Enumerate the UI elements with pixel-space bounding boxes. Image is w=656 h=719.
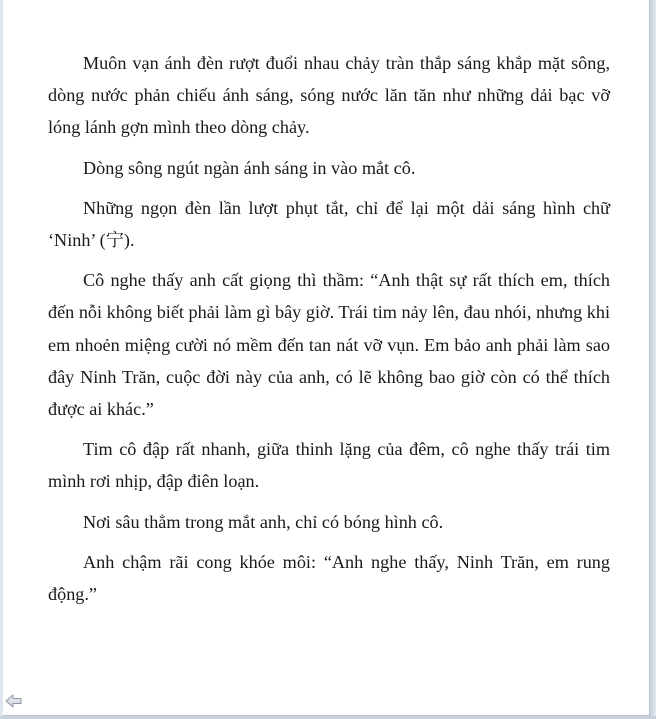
paragraph: Anh chậm rãi cong khóe môi: “Anh nghe thấy, Ninh Trăn, em rung động.” [48, 551, 610, 605]
document-page [3, 0, 650, 716]
paragraph: Cô nghe thấy anh cất giọng thì thầm: “Anh thật sự rất thích em, thích đến nỗi không biết phải làm gì bây giờ. Trái tim nảy lên, đau nhói, nhưng khi em nhoẻn miệng cười nó mềm đến tan nát vỡ vụn. Em bảo anh phải làm sao đây Ninh Trăn, cuộc đời này của anh, có lẽ không bao giờ còn có thể thích được ai khác.” [48, 270, 610, 420]
document-body [48, 47, 610, 618]
paragraph: Tim cô đập rất nhanh, giữa thinh lặng của đêm, cô nghe thấy trái tim mình rơi nhịp, đập điên loạn. [48, 439, 610, 492]
arrow-left-icon[interactable] [5, 693, 23, 709]
paragraph: Dòng sông ngút ngàn ánh sáng in vào mắt cô. [83, 157, 416, 178]
page-shadow-right [650, 0, 656, 719]
paragraph: Những ngọn đèn lần lượt phụt tắt, chỉ để lại một dải sáng hình chữ ‘Ninh’ (宁). [48, 197, 610, 251]
paragraph: Muôn vạn ánh đèn rượt đuổi nhau chảy tràn thắp sáng khắp mặt sông, dòng nước phản chiếu ánh sáng, sóng nước lăn tăn như những dải bạc vỡ lóng lánh gợn mình theo dòng chảy. [48, 53, 610, 138]
paragraph: Nơi sâu thẳm trong mắt anh, chỉ có bóng hình cô. [83, 511, 444, 532]
